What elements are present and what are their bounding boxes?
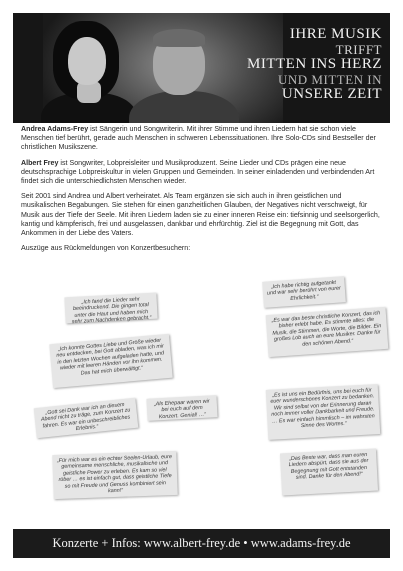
albert-name: Albert Frey bbox=[21, 158, 59, 167]
slogan-line-5: UNSERE ZEIT bbox=[281, 86, 382, 102]
slogan-line-3: MITTEN INS HERZ bbox=[247, 56, 382, 72]
bio-paragraph-andrea bbox=[21, 125, 383, 153]
bio-paragraph-team: Seit 2001 sind Andrea und Albert verheiratet. Als Team ergänzen sie sich auch in ihren geistlichen und musikalischen Begabungen. Sie stehen für einen ganzheitlichen Glauben, der Negatives nicht verschweigt, für Musik aus der Tiefe der Seele. Mit ihren Liedern laden sie zu einer inneren Reise ein: tiefsinnig und seelsorgerlich, kantig und kämpferisch, frei und ausgelassen, dankbar und ehrfürchtig. Ziel ist die Begegnung mit Gott, das Ankommen in der Liebe des Vaters. bbox=[21, 192, 380, 238]
andrea-name: Andrea Adams-Frey bbox=[21, 125, 89, 133]
hero-photo-band bbox=[13, 13, 390, 123]
testimonial-note: „Gott sei Dank war ich an diesem Abend nicht zu träge, zum Konzert zu fahren. Es war ein unbeschreibliches Erlebnis.“ bbox=[34, 398, 139, 438]
testimonial-note: „Es ist uns ein Bedürfnis, uns bei euch für euer wunderschönes Konzert zu bedanken. Wir sind selbst von der Erinnerung daran noch immer voller Dankbarkeit und Freude. … Es war einfach himmlisch – im wahrsten Sinne des Wortes.“ bbox=[266, 384, 380, 440]
woman-face-shape bbox=[68, 37, 106, 85]
andrea-description: ist Sängerin und Songwriterin. Mit ihrer Stimme und ihren Liedern hat sie schon viele Menschen tief berührt, gerade auch Menschen in schweren Lebenssituationen. Ihre Solo-CDs sind Bestseller der christlichen Musikszene. bbox=[21, 125, 376, 152]
hero-slogan bbox=[222, 27, 382, 102]
testimonial-note: „Das Beste war, dass man euren Liedern abspürt, dass sie aus der Begegnung mit Gott entstanden sind. Danke für den Abend!“ bbox=[280, 449, 378, 496]
flyer-page bbox=[13, 13, 390, 558]
testimonial-note: „Als Ehepaar waren wir bei euch auf dem Konzert. Genial! …“ bbox=[146, 395, 217, 421]
slogan-line-1: IHRE MUSIK bbox=[289, 26, 382, 42]
slogan-line-4: UND MITTEN IN bbox=[278, 72, 382, 87]
testimonial-note: „Es war das beste christliche Konzert, das ich bisher erlebt habe. Es stimmte alles: die Musik, die Stimmen, die Worte, die Bilder. Ein großes Lob auch an eure Musiker. Danke für den schönen Abend.“ bbox=[266, 307, 389, 357]
testimonial-note: „Ich konnte Gottes Liebe und Größe wieder neu entdecken, bei Gott abladen, was ich mir in den letzten Wochen aufgeladen hatte, und wieder mit leeren Händen vor ihn kommen. Das hat mich überwältigt.“ bbox=[49, 334, 172, 388]
albert-description: ist Songwriter, Lobpreisleiter und Musikproduzent. Seine Lieder und CDs prägen eine neue deutschsprachige Lobpreiskultur in vielen Gruppen und Gemeinden. In seiner einladenden und verbindenden Art findet sich die unterschiedlichsten Menschen wieder. bbox=[21, 158, 375, 186]
feedback-intro: Auszüge aus Rückmeldungen von Konzertbesuchern: bbox=[21, 244, 191, 253]
slogan-line-2: TRIFFT bbox=[335, 42, 382, 57]
testimonial-collage bbox=[13, 279, 390, 525]
testimonial-note: „Ich habe richtig aufgetankt und war sehr berührt von eurer Ehrlichkeit.“ bbox=[262, 276, 346, 308]
man-hair-shape bbox=[153, 29, 205, 47]
testimonial-note: „Ich fand die Lieder sehr beeindruckend. Die gingen total unter die Haut und haben mich sehr zum Nachdenken gebracht.“ bbox=[64, 293, 157, 324]
bio-text bbox=[21, 125, 383, 259]
footer-contact-bar: Konzerte + Infos: www.albert-frey.de • www.adams-frey.de bbox=[13, 529, 390, 558]
testimonial-note: „Für mich war es ein echter Seelen-Urlaub, eure gemeinsame menschliche, musikalische und geistliche Power zu erleben. Es kam so viel rüber … es ist einfach gut, dass geistliche Tiefe so mit Freude und Genuss kombiniert sein kann!“ bbox=[52, 451, 177, 499]
bio-paragraph-albert bbox=[21, 159, 383, 187]
